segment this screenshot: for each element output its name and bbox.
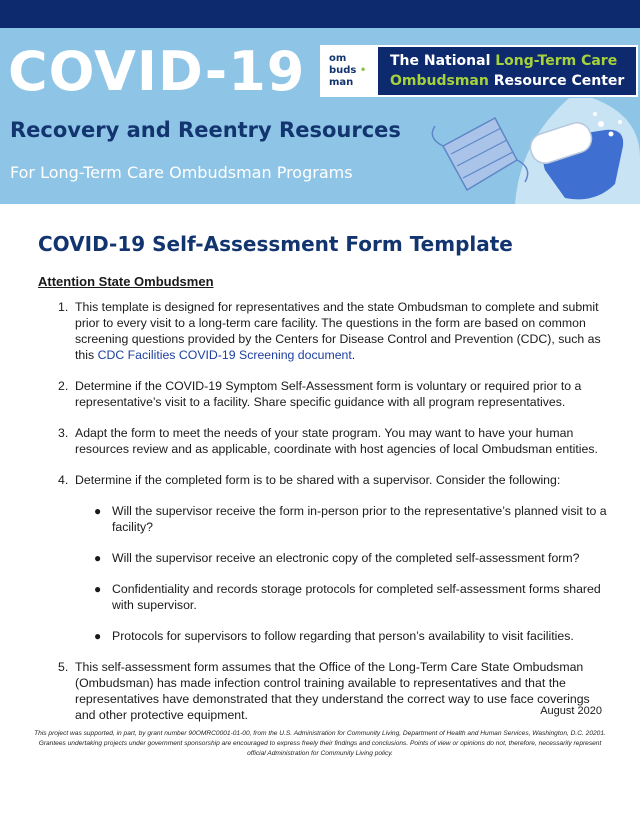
bullet-item: ● Will the supervisor receive an electronic copy of the completed self-assessment form?: [94, 551, 580, 565]
document-body: [38, 232, 610, 738]
header-banner: [0, 28, 640, 204]
list-item: 4. Determine if the completed form is to be shared with a supervisor. Consider the following: ● Will the supervisor receive the form in-person prior to the representative’s planned visit to a facility? ● Will the supervisor receive an electronic copy of the completed self-assessment form? ● Confidentiality and records storage protocols for completed self-assessment forms shared with supervisor. ● Protocols for supervisors to follow regarding that person’s availability to visit facilities.: [38, 472, 610, 644]
banner-title: COVID-19: [8, 40, 306, 103]
instruction-list: [38, 299, 610, 723]
list-item: 5. This self-assessment form assumes that the Office of the Long-Term Care State Ombudsman (Ombudsman) has made infection control training available to representatives and that the representatives have demonstrated that they understand the correct way to use face coverings and other protective equipment.: [58, 660, 590, 722]
grant-footnote: This project was supported, in part, by grant number 90OMRC0001-01-00, from the U.S. Administration for Community Living, Department of Health and Human Services, Washington, D.C. 20201. Grantees undertaking projects under government sponsorship are encouraged to express freely their findings and conclusions. Points of view or opinions do not, therefore, necessarily represent official Administration for Community Living policy.: [34, 730, 606, 757]
mask-and-sanitizer-illustration: [425, 98, 640, 204]
face-mask-icon: [432, 118, 527, 190]
banner-subtitle: Recovery and Reentry Resources: [10, 118, 401, 142]
banner-tagline: For Long-Term Care Ombudsman Programs: [10, 163, 353, 182]
bullet-item: ● Confidentiality and records storage protocols for completed self-assessment forms shared with supervisor.: [94, 582, 601, 612]
list-item: 2. Determine if the COVID-19 Symptom Self-Assessment form is voluntary or required prior to a representative’s visit to a facility. Share specific guidance with all program representatives.: [58, 379, 582, 409]
bullet-item: ● Protocols for supervisors to follow regarding that person’s availability to visit facilities.: [94, 629, 574, 643]
ombudsman-logo: [320, 45, 638, 97]
supervisor-considerations: [75, 503, 610, 644]
list-item: 3. Adapt the form to meet the needs of your state program. You may want to have your human resources review and as applicable, coordinate with host agencies of local Ombudsman entities.: [58, 426, 598, 456]
bullet-item: ● Will the supervisor receive the form in-person prior to the representative’s planned visit to a facility?: [94, 504, 607, 534]
top-bar: [0, 0, 640, 28]
list-item: 1. This template is designed for representatives and the state Ombudsman to complete and submit prior to every visit to a long-term care facility. The questions in the form are based on common screening questions provided by the Centers for Disease Control and Prevention (CDC), such as this CDC Facilities COVID-19 Screening document.: [58, 300, 601, 362]
cdc-screening-link[interactable]: CDC Facilities COVID-19 Screening document: [97, 348, 352, 362]
attention-heading: Attention State Ombudsmen: [38, 274, 214, 289]
logo-text: The National Long-Term Care Ombudsman Resource Center: [390, 53, 625, 89]
document-date: August 2020: [540, 705, 602, 717]
document-title: COVID-19 Self-Assessment Form Template: [38, 232, 513, 256]
logo-mark: om buds • man: [322, 47, 378, 95]
